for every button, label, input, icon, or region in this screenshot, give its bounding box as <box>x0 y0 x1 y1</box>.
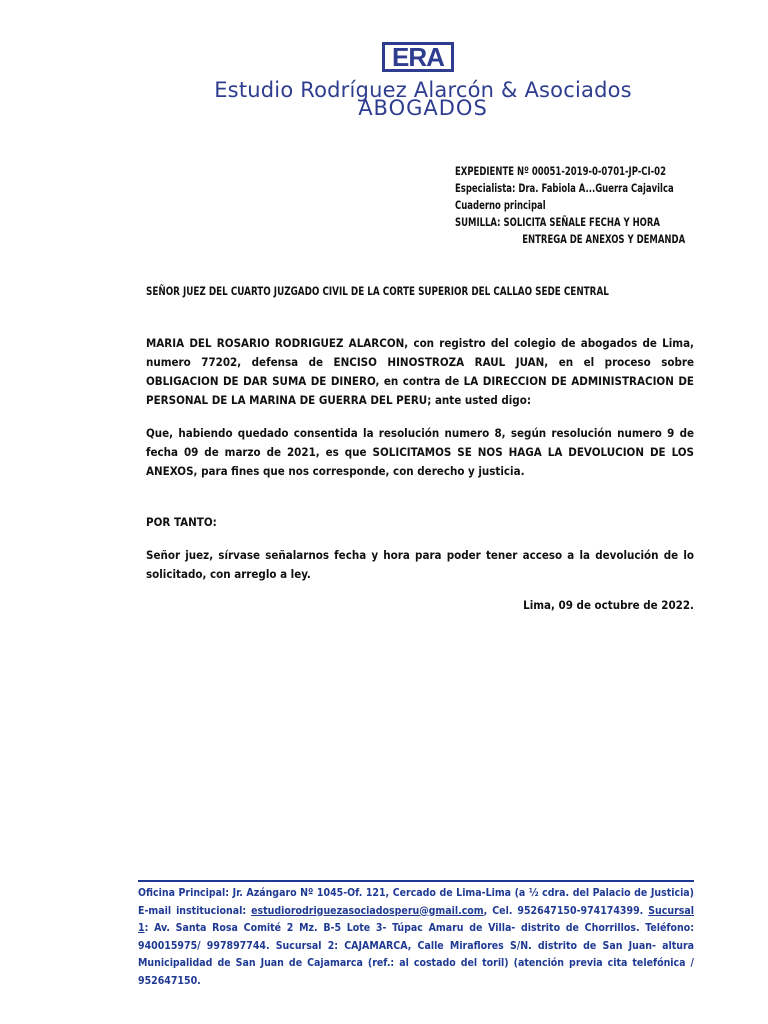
letterhead <box>138 36 698 122</box>
paragraph-request: Que, habiendo quedado consentida la resolución numero 8, según resolución numero 9 de fecha 09 de marzo de 2021, es que SOLICITAMOS SE NOS HAGA LA DEVOLUCION DE LOS ANEXOS, para fines que nos corresponde, con derecho y justicia. <box>146 426 694 478</box>
sumilla-line-2: ENTREGA DE ANEXOS Y DEMANDA <box>522 232 686 246</box>
paragraph-intro: MARIA DEL ROSARIO RODRIGUEZ ALARCON, con registro del colegio de abogados de Lima, numero 77202, defensa de ENCISO HINOSTROZA RAUL JUAN, en el proceso sobre OBLIGACION DE DAR SUMA DE DINERO, en contra de LA DIRECCION DE ADMINISTRACION DE PERSONAL DE LA MARINA DE GUERRA DEL PERU; ante usted digo: <box>146 336 694 407</box>
sumilla-line-1: SUMILLA: SOLICITA SEÑALE FECHA Y HORA <box>455 215 660 229</box>
firm-subtitle: ABOGADOS <box>358 96 488 120</box>
expediente-line: EXPEDIENTE Nº 00051-2019-0-0701-JP-CI-02 <box>455 164 666 178</box>
paragraph-petition: Señor juez, sírvase señalarnos fecha y hora para poder tener acceso a la devolución de lo solicitado, con arreglo a ley. <box>146 548 694 581</box>
cuaderno-line: Cuaderno principal <box>455 198 546 212</box>
footer-contact <box>138 880 694 990</box>
por-tanto-heading: POR TANTO: <box>146 515 217 529</box>
footer-text-3: : Av. Santa Rosa Comité 2 Mz. B-5 Lote 3- Túpac Amaru de Villa- distrito de Chorrillos. Teléfono: 940015975/ 997897744. Sucursal 2: CAJAMARCA, Calle Miraflores S/N. distrito de San Juan- altura Municipalidad de San Juan de Cajamarca (ref.: al costado del toril) (atención previa cita telefónica / 952647150. <box>138 922 694 987</box>
document-date: Lima, 09 de octubre de 2022. <box>523 598 694 612</box>
case-header <box>455 163 686 248</box>
footer-text-2: , Cel. 952647150-974174399. <box>483 904 649 917</box>
logo-text: ERA <box>392 42 444 72</box>
firm-name: Estudio Rodríguez Alarcón & Asociados <box>214 78 632 102</box>
footer-sucursal-1: Sucursal 1 <box>138 904 694 934</box>
addressee: SEÑOR JUEZ DEL CUARTO JUZGADO CIVIL DE LA CORTE SUPERIOR DEL CALLAO SEDE CENTRAL <box>146 284 609 298</box>
especialista-line: Especialista: Dra. Fabiola A...Guerra Cajavilca <box>455 181 674 195</box>
footer-email-link[interactable]: estudiorodriguezasociadosperu@gmail.com <box>251 904 484 917</box>
footer-text-1: Oficina Principal: Jr. Azángaro Nº 1045-Of. 121, Cercado de Lima-Lima (a ½ cdra. del Palacio de Justicia) E-mail institucional: <box>138 887 694 917</box>
firm-logo <box>382 42 454 72</box>
